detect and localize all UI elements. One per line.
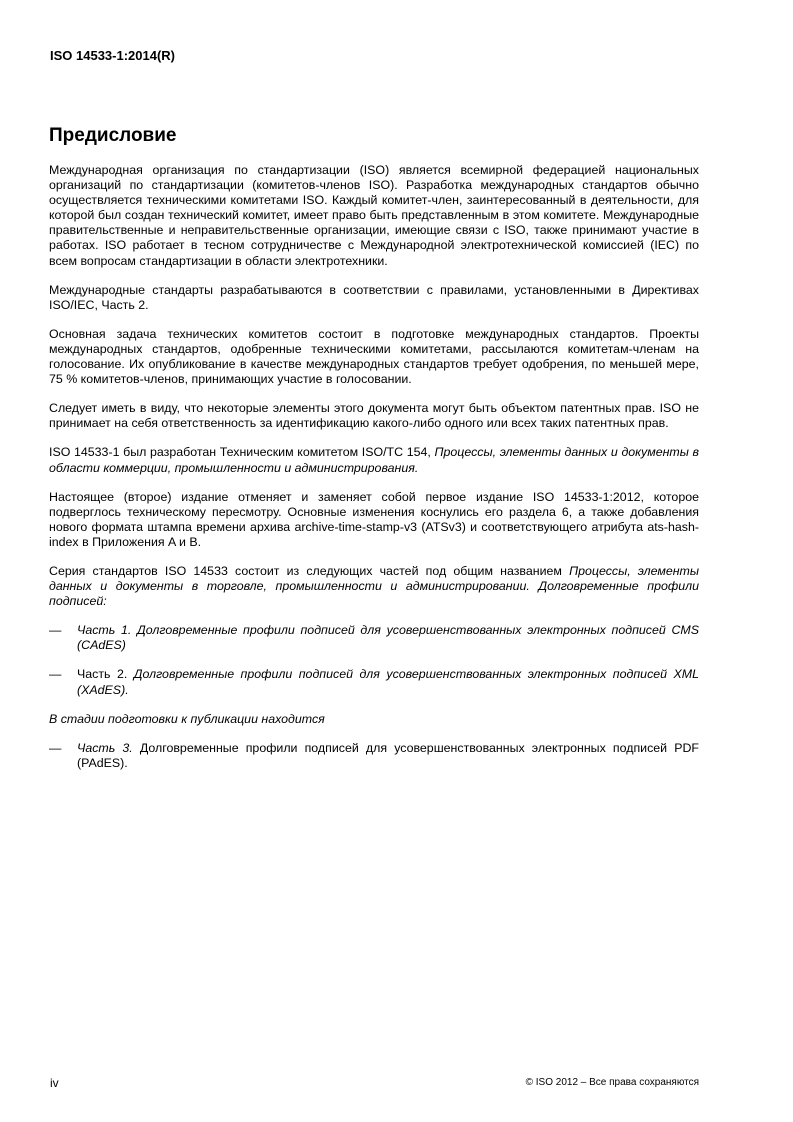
series-italic-text: Процессы, элементы данных и документы в торговле, промышленности и администрировании. Долговременные профили подписей: [49, 563, 700, 609]
list-dash: — [49, 623, 62, 638]
paragraph-series-intro [49, 564, 699, 609]
list-item-part-2 [49, 667, 699, 697]
paragraph-directives: Международные стандарты разрабатываются в соответствии с правилами, установленными в Директивах ISO/IEC, Часть 2. [49, 282, 699, 312]
list-item-part-1 [49, 623, 699, 653]
preparation-note [49, 712, 699, 727]
page-title: Предисловие [49, 125, 177, 146]
paragraph-committee-task: Основная задача технических комитетов состоит в подготовке международных стандартов. Проекты международных стандартов, одобренные техническими комитетами, рассылаются комитетам-членам на голосование. Их опубликование в качестве международных стандартов требует одобрения, по меньшей мере, 75 % комитетов-членов, принимающих участие в голосовании. [49, 326, 699, 387]
part-2-plain-text: Часть 2. [77, 667, 134, 682]
part-2-italic-text: Долговременные профили подписей для усовершенствованных электронных подписей XML (XAdES). [77, 667, 699, 697]
paragraph-patent-rights: Следует иметь в виду, что некоторые элементы этого документа могут быть объектом патентных прав. ISO не принимает на себя ответственность за идентификацию какого-либо одного или всех таких патентных прав. [49, 401, 699, 431]
copyright-notice: © ISO 2012 – Все права сохраняются [525, 1077, 699, 1088]
paragraph-edition-changes: Настоящее (второе) издание отменяет и заменяет собой первое издание ISO 14533-1:2012, которое подверглось техническому пересмотру. Основные изменения коснулись его раздела 6, а также добавления нового формата штампа времени архива archive-time-stamp-v3 (ATSv3) и соответствующего атрибута ats-hash-index в Приложения A и B. [49, 489, 699, 549]
tc-italic-text: Процессы, элементы данных и документы в области коммерции, промышленности и администрирования. [49, 445, 699, 475]
list-item-text [77, 741, 699, 771]
list-dash: — [49, 667, 62, 682]
part-3-italic-text: Часть 3. [77, 740, 133, 755]
list-dash: — [49, 740, 62, 755]
paragraph-iso-organization: Международная организация по стандартизации (ISO) является всемирной федерацией национальных организаций по стандартизации (комитетов-членов ISO). Разработка международных стандартов обычно осуществляется техническими комитетами ISO. Каждый комитет-член, заинтересованный в деятельности, для которой был создан технический комитет, имеет право быть представленным в этом комитете. Международные правительственные и неправительственные организации, имеющие связи с ISO, также принимают участие в работах. ISO работает в тесном сотрудничестве с Международной электротехнической комиссией (IEC) по всем вопросам стандартизации в области электротехники. [49, 163, 699, 268]
tc-plain-text: ISO 14533-1 был разработан Техническим комитетом ISO/TC 154, [49, 445, 435, 460]
foreword-body [49, 163, 699, 785]
paragraph-technical-committee [49, 445, 699, 475]
part-3-plain-text: Долговременные профили подписей для усовершенствованных электронных подписей PDF (PAdES). [77, 740, 699, 770]
preparation-note-text: В стадии подготовки к публикации находится [49, 711, 325, 726]
page-number: iv [50, 1076, 59, 1090]
list-item-text [77, 667, 699, 697]
document-id-header: ISO 14533-1:2014(R) [50, 48, 176, 63]
series-plain-text: Серия стандартов ISO 14533 состоит из следующих частей под общим названием [49, 563, 570, 578]
list-item-text: Часть 1. Долговременные профили подписей для усовершенствованных электронных подписей CMS (CAdES) [77, 623, 699, 653]
list-item-part-3 [49, 741, 699, 771]
